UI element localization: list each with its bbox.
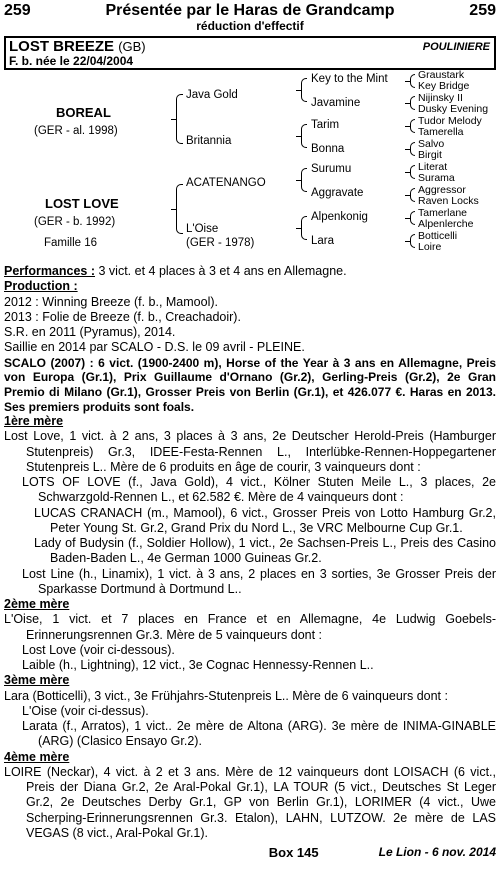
first-dam-line: Lost Love, 1 vict. à 2 ans, 3 places à 3 ans, 2e Deutscher Herold-Preis (Hamburger Stutenpreis) Gr.3, IDEE-Festa-Rennen L., Interlübke-Rennen-Hoppegartener Stutenpreis L.. Mère de 6 produits en âge de courir, 3 vainqueurs dont : (4, 429, 496, 474)
fourth-dam-line: LOIRE (Neckar), 4 vict. à 2 et 3 ans. Mère de 12 vainqueurs dont LOISACH (6 vict., Preis der Diana Gr.2, 2e Aral-Pokal Gr.1), LA TOUR (5 vict., Deutsches St Leger Gr.2, 2e Deutsches Derby Gr.1, GP von Berlin Gr.1), LORIMER (4 vict., Uwe Scherping-Erinnerungsrennen Gr.3. Etalon), LAHN, LUTZOW. 2e mère de LAS VEGAS (8 vict., Aral-Pokal Gr.1). (4, 764, 496, 840)
g3-1: Key to the Mint (311, 73, 388, 86)
lot-number-right: 259 (469, 2, 496, 19)
sale-edition: Le Lion - 6 nov. 2014 (378, 845, 496, 860)
first-dam-line: Lady of Budysin (f., Soldier Hollow), 1 vict., 2e Sachsen-Preis L., Preis des Casino Baden-Baden L., 4e German 1000 Guineas Gr.2. (34, 536, 496, 566)
horse-description: F. b. née le 22/04/2004 (9, 54, 134, 69)
consignor-title: Présentée par le Haras de Grandcamp (105, 2, 395, 19)
production-line: Saillie en 2014 par SCALO - D.S. le 09 avril - PLEINE. (4, 340, 305, 355)
g4-14: Alpenlerche (418, 218, 474, 231)
g3-4: Bonna (311, 143, 345, 156)
sale-reason: réduction d'effectif (196, 18, 304, 33)
dam-name: LOST LOVE (45, 196, 119, 212)
g3-6: Aggravate (311, 187, 364, 200)
horse-name: LOST BREEZE (GB) (9, 38, 146, 56)
g4-16: Loire (418, 241, 442, 254)
g4-10: Surama (418, 172, 455, 185)
fourth-dam-heading: 4ème mère (4, 749, 70, 764)
production-heading: Production : (4, 279, 78, 294)
family: Famille 16 (44, 237, 98, 250)
g4-2: Key Bridge (418, 80, 470, 93)
g4-13: Tamerlane (418, 207, 468, 220)
g4-8: Birgit (418, 149, 442, 162)
sire-name: BOREAL (56, 105, 111, 121)
g2-4-info: (GER - 1978) (186, 237, 255, 250)
production-line: 2013 : Folie de Breeze (f. b., Creachadoir). (4, 309, 241, 324)
g4-4: Dusky Evening (418, 103, 489, 116)
third-dam-line: Larata (f., Arratos), 1 vict.. 2e mère de Altona (ARG). 3e mère de INIMA-GINABLE (ARG) (Clasico Ensayo Gr.2). (22, 719, 496, 749)
g4-5: Tudor Melody (418, 115, 482, 128)
second-dam-line: Lost Love (voir ci-dessous). (22, 642, 175, 657)
horse-category: POULINIERE (422, 41, 490, 54)
performances: Performances : 3 vict. et 4 places à 3 et 4 ans en Allemagne. (4, 264, 347, 279)
g3-3: Tarim (311, 119, 340, 132)
g3-5: Surumu (311, 163, 352, 176)
catalogue-page (4, 1, 496, 861)
production-line: S.R. en 2011 (Pyramus), 2014. (4, 325, 176, 340)
first-dam-line: Lost Line (h., Linamix), 1 vict. à 3 ans, 2 places en 3 sorties, 3e Grosser Preis der Sparkasse Dortmund à Dortmund L.. (22, 566, 496, 596)
first-dam-heading: 1ère mère (4, 414, 64, 429)
g2-4: L'Oise (186, 223, 219, 236)
box-number: Box 145 (268, 845, 319, 861)
catalogue-text (4, 264, 496, 841)
lot-number: 259 (4, 2, 31, 19)
g2-3: ACATENANGO (186, 177, 266, 190)
first-dam-line: LOTS OF LOVE (f., Java Gold), 4 vict., Kölner Stuten Meile L., 3 places, 2e Schwarzgold-Rennen L., et 62.582 €. Mère de 4 vainqueurs dont : (22, 475, 496, 505)
third-dam-heading: 3ème mère (4, 673, 70, 688)
dam-info: (GER - b. 1992) (34, 216, 116, 229)
second-dam-heading: 2ème mère (4, 597, 70, 612)
scalo-note: SCALO (2007) : 6 vict. (1900-2400 m), Horse of the Year à 3 ans en Allemagne, Preis von Europa (Gr.1), Prix Guillaume d'Ornano (Gr.2), Gerling-Preis (Gr.2), 2e Gran Premio di Milano (Gr.1), Grosser Preis von Berlin (Gr.1), et 426.077 €. Haras en 2013. Ses premiers produits sont foals. (4, 355, 496, 414)
second-dam-line: L'Oise, 1 vict. et 7 places en France et en Allemagne, 4e Ludwig Goebels-Erinnerungsrennen Gr.3. Mère de 5 vainqueurs dont : (4, 612, 496, 642)
g4-11: Aggressor (418, 184, 466, 197)
g4-3: Nijinsky II (418, 92, 463, 105)
g4-15: Botticelli (418, 230, 458, 243)
g3-8: Lara (311, 235, 335, 248)
g4-7: Salvo (418, 138, 445, 151)
g4-6: Tamerella (418, 126, 464, 139)
second-dam-line: Laible (h., Lightning), 12 vict., 3e Cognac Hennessy-Rennen L.. (22, 658, 374, 673)
g2-1: Java Gold (186, 89, 238, 102)
pedigree (4, 69, 496, 262)
sire-info: (GER - al. 1998) (34, 125, 118, 138)
third-dam-line: L'Oise (voir ci-dessus). (22, 703, 149, 718)
page-footer (4, 845, 496, 861)
g4-1: Graustark (418, 69, 465, 82)
g2-2: Britannia (186, 135, 232, 148)
horse-box (4, 36, 496, 70)
first-dam-line: LUCAS CRANACH (m., Mamool), 6 vict., Grosser Preis von Lotto Hamburg Gr.2, Peter Young St. Gr.2, Grand Prix du Nord L., 3e VRC Melbourne Cup Gr.1. (34, 505, 496, 535)
g4-9: Literat (418, 161, 448, 174)
g3-2: Javamine (311, 97, 361, 110)
production-line: 2012 : Winning Breeze (f. b., Mamool). (4, 294, 218, 309)
g4-12: Raven Locks (418, 195, 479, 208)
third-dam-line: Lara (Botticelli), 3 vict., 3e Frühjahrs-Stutenpreis L.. Mère de 6 vainqueurs dont : (4, 688, 448, 703)
g3-7: Alpenkonig (311, 211, 368, 224)
